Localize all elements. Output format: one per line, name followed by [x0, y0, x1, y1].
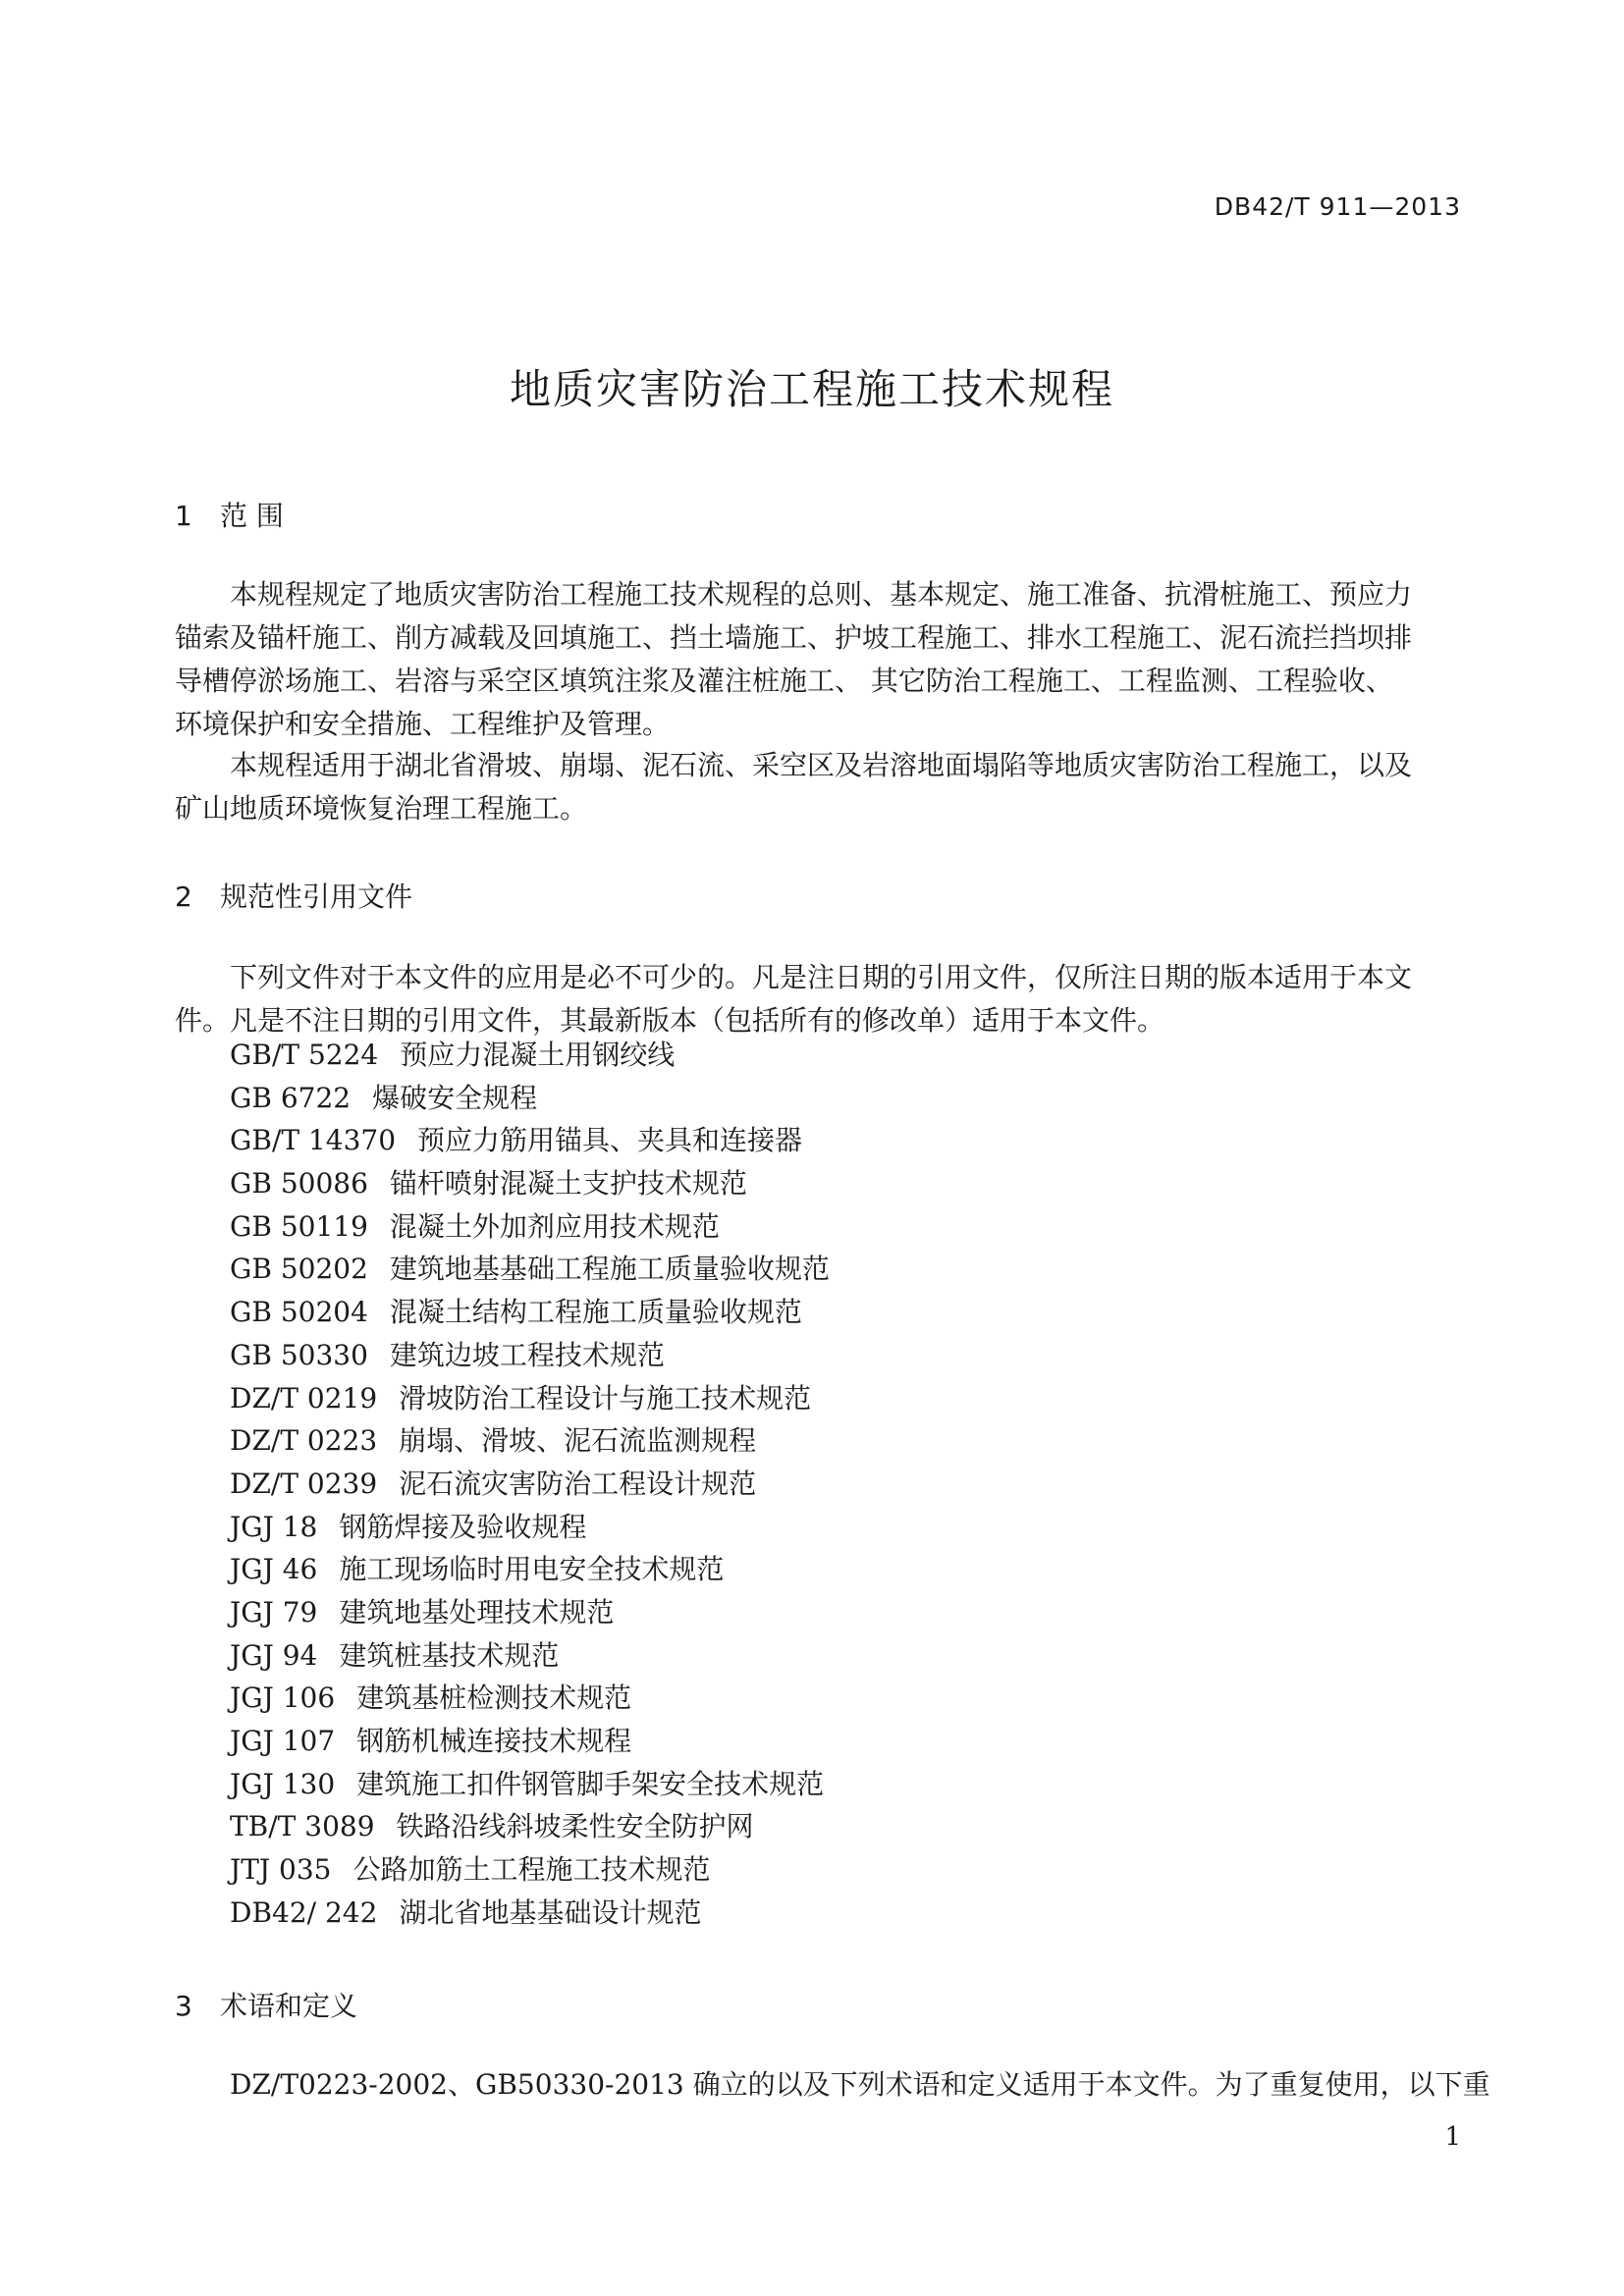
reference-code: GB 6722 [230, 1081, 352, 1114]
reference-item [230, 1763, 830, 1806]
reference-code: JGJ 79 [230, 1595, 318, 1629]
section-2-heading [175, 876, 412, 915]
reference-title: 建筑地基基础工程施工质量验收规范 [389, 1253, 830, 1286]
reference-title: 建筑基桩检测技术规范 [356, 1682, 632, 1715]
reference-item [230, 1119, 830, 1162]
reference-code: JGJ 94 [230, 1638, 318, 1672]
section-number: 2 [175, 881, 192, 913]
document-title: 地质灾害防治工程施工技术规程 [509, 365, 1114, 413]
reference-title: 钢筋焊接及验收规程 [339, 1510, 587, 1543]
reference-code: JTJ 035 [230, 1853, 332, 1887]
text-line: 导槽停淤场施工、岩溶与采空区填筑注浆及灌注桩施工、 其它防治工程施工、工程监测、工程验收、 [175, 665, 1393, 697]
text-line: DZ/T0223-2002、GB50330-2013 确立的以及下列术语和定义适用于本文件。为了重复使用，以下重 [230, 2068, 1490, 2101]
reference-title: 混凝土外加剂应用技术规范 [389, 1209, 720, 1243]
reference-item [230, 1463, 830, 1506]
reference-title: 建筑桩基技术规范 [339, 1638, 560, 1672]
reference-title: 铁路沿线斜坡柔性安全防护网 [396, 1810, 754, 1843]
reference-item [230, 1205, 830, 1249]
section-number: 1 [175, 500, 192, 532]
reference-code: JGJ 106 [230, 1682, 336, 1715]
text-line: 矿山地质环境恢复治理工程施工。 [175, 792, 588, 825]
reference-title: 混凝土结构工程施工质量验收规范 [389, 1296, 802, 1329]
reference-item [230, 1034, 830, 1077]
reference-code: GB 50119 [230, 1209, 368, 1243]
reference-code: DZ/T 0239 [230, 1467, 378, 1500]
reference-item [230, 1419, 830, 1463]
section-title: 术语和定义 [220, 1990, 358, 2022]
reference-title: 滑坡防治工程设计与施工技术规范 [399, 1381, 812, 1415]
reference-code: DZ/T 0219 [230, 1381, 378, 1415]
reference-title: 建筑施工扣件钢管脚手架安全技术规范 [356, 1767, 825, 1800]
reference-code: JGJ 46 [230, 1553, 318, 1586]
reference-title: 泥石流灾害防治工程设计规范 [399, 1467, 757, 1500]
reference-code: JGJ 18 [230, 1510, 318, 1543]
reference-item [230, 1377, 830, 1420]
reference-title: 锚杆喷射混凝土支护技术规范 [389, 1167, 747, 1201]
reference-item [230, 1162, 830, 1205]
standard-code: DB42/T 911—2013 [1214, 192, 1461, 221]
section-1-heading [175, 495, 284, 534]
reference-item [230, 1634, 830, 1678]
reference-title: 钢筋机械连接技术规程 [356, 1725, 632, 1757]
reference-code: GB 50086 [230, 1167, 368, 1201]
reference-title: 建筑地基处理技术规范 [339, 1595, 615, 1629]
section-number: 3 [175, 1990, 192, 2022]
reference-item [230, 1291, 830, 1334]
reference-code: GB/T 14370 [230, 1124, 397, 1157]
reference-code: JGJ 107 [230, 1725, 336, 1757]
reference-code: GB 50204 [230, 1296, 368, 1329]
reference-code: GB 50202 [230, 1253, 368, 1286]
reference-item [230, 1548, 830, 1591]
reference-item [230, 1848, 830, 1892]
section-3-heading [175, 1985, 357, 2024]
reference-title: 湖北省地基基础设计规范 [399, 1896, 702, 1929]
text-line: 环境保护和安全措施、工程维护及管理。 [175, 708, 671, 740]
reference-item [230, 1677, 830, 1720]
reference-title: 预应力混凝土用钢绞线 [400, 1039, 676, 1071]
text-line: 下列文件对于本文件的应用是必不可少的。凡是注日期的引用文件，仅所注日期的版本适用于本文 [230, 961, 1413, 993]
text-line: 件。凡是不注日期的引用文件，其最新版本（包括所有的修改单）适用于本文件。 [175, 1004, 1165, 1037]
reference-item [230, 1077, 830, 1120]
reference-item [230, 1591, 830, 1634]
text-line: 本规程适用于湖北省滑坡、崩塌、泥石流、采空区及岩溶地面塌陷等地质灾害防治工程施工，以及 [230, 749, 1413, 781]
reference-code: GB/T 5224 [230, 1039, 379, 1071]
text-line: 锚索及锚杆施工、削方减载及回填施工、挡土墙施工、护坡工程施工、排水工程施工、泥石流拦挡坝排 [175, 621, 1413, 654]
reference-title: 崩塌、滑坡、泥石流监测规程 [399, 1424, 757, 1458]
reference-item [230, 1805, 830, 1848]
reference-title: 预应力筋用锚具、夹具和连接器 [417, 1124, 803, 1157]
scope-paragraph-2 [175, 744, 1463, 830]
section-title: 规范性引用文件 [220, 881, 413, 913]
reference-item [230, 1720, 830, 1763]
references-intro [175, 956, 1463, 1042]
reference-code: DB42/ 242 [230, 1896, 378, 1929]
reference-item [230, 1892, 830, 1935]
reference-code: GB 50330 [230, 1338, 368, 1371]
reference-item [230, 1506, 830, 1549]
reference-item [230, 1248, 830, 1291]
normative-references-list [230, 1034, 830, 1934]
section-title: 范 围 [220, 500, 284, 532]
page-number: 1 [1444, 2122, 1461, 2152]
text-line: 本规程规定了地质灾害防治工程施工技术规程的总则、基本规定、施工准备、抗滑桩施工、预应力 [230, 578, 1413, 611]
reference-code: TB/T 3089 [230, 1810, 375, 1843]
reference-title: 爆破安全规程 [372, 1081, 538, 1114]
reference-title: 建筑边坡工程技术规范 [389, 1338, 665, 1371]
scope-paragraph-1 [175, 573, 1463, 746]
reference-title: 公路加筋土工程施工技术规范 [352, 1853, 711, 1887]
terms-paragraph [175, 2063, 1490, 2107]
reference-code: JGJ 130 [230, 1767, 336, 1800]
reference-title: 施工现场临时用电安全技术规范 [339, 1553, 725, 1586]
reference-code: DZ/T 0223 [230, 1424, 378, 1458]
reference-item [230, 1334, 830, 1377]
